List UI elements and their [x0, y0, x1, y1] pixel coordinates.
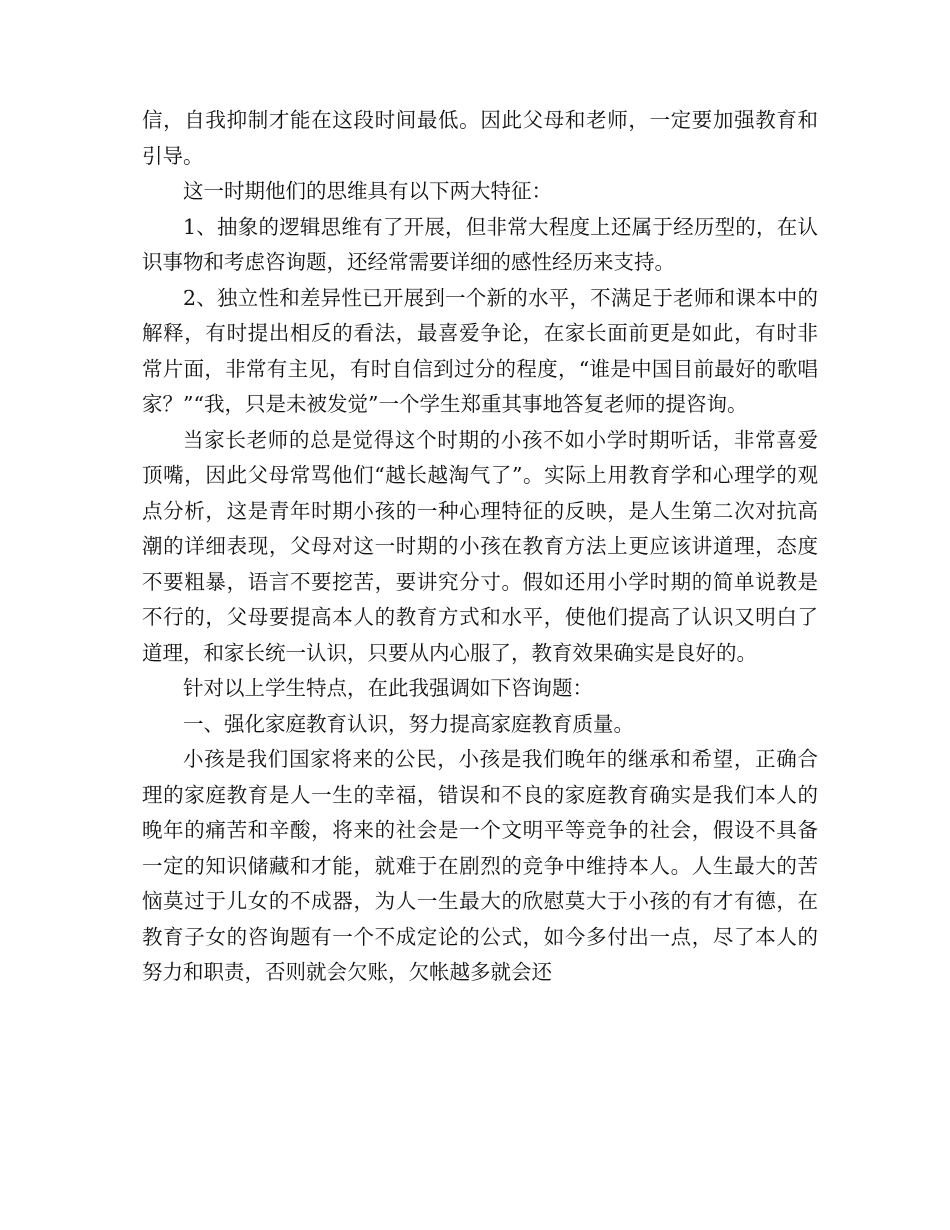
- document-body: [142, 103, 818, 991]
- paragraph: 针对以上学生特点，在此我强调如下咨询题：: [183, 676, 593, 700]
- section-heading: 一、强化家庭教育认识，努力提高家庭教育质量。: [183, 711, 634, 736]
- paragraph: 当家长老师的总是觉得这个时期的小孩不如小学时期听话，非常喜爱顶嘴，因此父母常骂他们“越长越淘气了”。实际上用教育学和心理学的观点分析，这是青年时期小孩的一种心理特征的反映，是人生第二次对抗高潮的详细表现，父母对这一时期的小孩在教育方法上更应该讲道理，态度不要粗暴，语言不要挖苦，要讲究分寸。假如还用小学时期的简单说教是不行的，父母要提高本人的教育方式和水平，使他们提高了认识又明白了道理，和家长统一认识，只要从内心服了，教育效果确实是良好的。: [142, 427, 818, 665]
- paragraph: 这一时期他们的思维具有以下两大特征：: [183, 179, 552, 203]
- paragraph: 1、抽象的逻辑思维有了开展，但非常大程度上还属于经历型的，在认识事物和考虑咨询题，还经常需要详细的感性经历来支持。: [142, 214, 818, 274]
- paragraph: 2、独立性和差异性已开展到一个新的水平，不满足于老师和课本中的解释，有时提出相反的看法，最喜爱争论，在家长面前更是如此，有时非常片面，非常有主见，有时自信到过分的程度，“谁是中国目前最好的歌唱家？”“我，只是未被发觉”一个学生郑重其事地答复老师的提咨询。: [142, 285, 818, 416]
- paragraph: 小孩是我们国家将来的公民，小孩是我们晚年的继承和希望，正确合理的家庭教育是人一生的幸福，错误和不良的家庭教育确实是我们本人的晚年的痛苦和辛酸，将来的社会是一个文明平等竞争的社会，假设不具备一定的知识储藏和才能，就难于在剧烈的竞争中维持本人。人生最大的苦恼莫过于儿女的不成器，为人一生最大的欣慰莫大于小孩的有才有德，在教育子女的咨询题有一个不成定论的公式，如今多付出一点，尽了本人的努力和职责，否则就会欠账，欠帐越多就会还: [142, 747, 818, 984]
- paragraph: 信，自我抑制才能在这段时间最低。因此父母和老师，一定要加强教育和引导。: [142, 108, 818, 168]
